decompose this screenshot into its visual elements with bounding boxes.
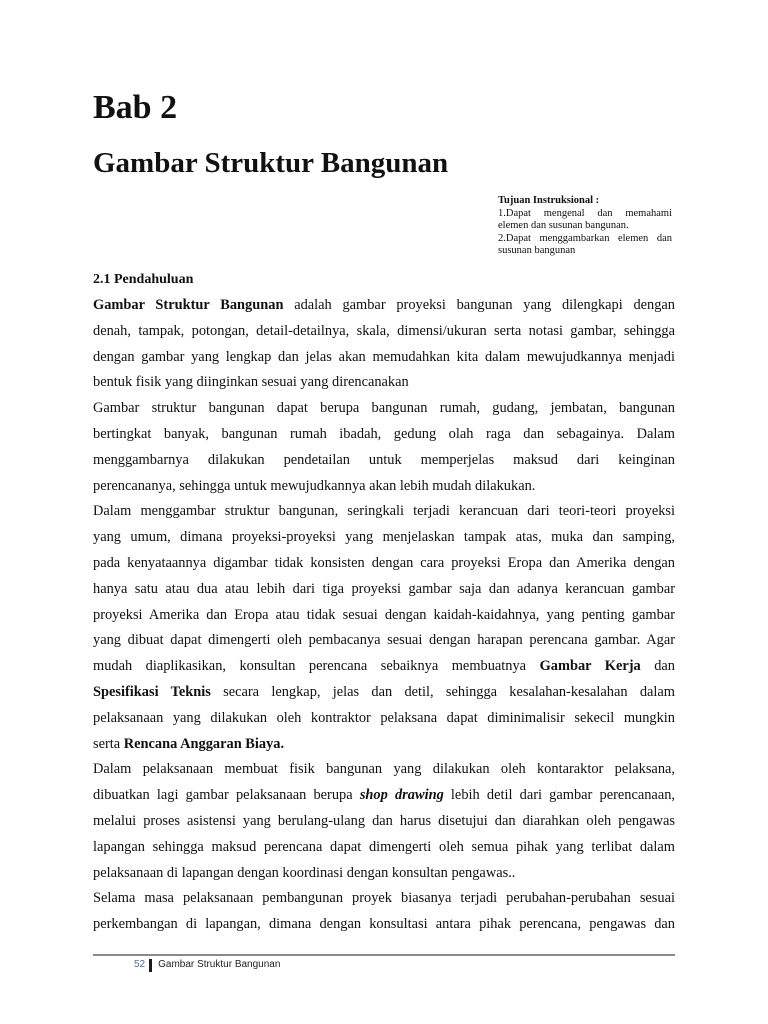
body-text: lebih detil dari gambar perencanaan, [443, 787, 675, 804]
emphasis-text: shop drawing [359, 787, 444, 804]
body-line [93, 499, 675, 525]
chapter-number: Bab 2 [93, 89, 178, 126]
body-line [93, 809, 675, 835]
section-body [93, 293, 675, 938]
bold-text: Gambar Struktur Bangunan [93, 297, 284, 313]
body-line [93, 319, 675, 345]
body-text: denah, tampak, potongan, detail-detailnya, skala, dimensi/ukuran serta notasi gambar, sehingga [93, 322, 675, 339]
body-line [93, 474, 675, 500]
body-line [93, 835, 675, 861]
body-text: mudah diaplikasikan, konsultan perencana sebaiknya membuatnya [93, 658, 540, 675]
body-text: serta [93, 735, 124, 752]
body-text: bertingkat banyak, bangunan rumah ibadah, gedung olah raga dan sebagainya. Dalam [93, 425, 675, 442]
body-line [93, 912, 675, 938]
body-text: bentuk fisik yang diinginkan sesuai yang direncanakan [93, 374, 409, 391]
body-line [93, 396, 675, 422]
body-line [93, 551, 675, 577]
body-text: dengan gambar yang lengkap dan jelas akan memudahkan kita dalam mewujudkannya menjadi [93, 348, 675, 365]
bold-text: Gambar Kerja [539, 658, 641, 675]
bold-text: Spesifikasi Teknis [93, 683, 211, 700]
body-text: yang dibuat dapat dimengerti oleh pembacanya sesuai dengan harapan perencana gambar. Agar [93, 632, 675, 649]
body-line [93, 654, 675, 680]
body-line [93, 886, 675, 912]
body-text: perencananya, sehingga untuk mewujudkannya akan lebih mudah dilakukan. [93, 477, 536, 494]
body-text: pada kenyataannya digambar tidak konsisten dengan cara proyeksi Eropa dan Amerika dengan [93, 554, 675, 571]
body-line [93, 370, 675, 396]
body-line [93, 293, 675, 319]
objective-item: 1.Dapat mengenal dan memahami elemen dan susunan bangunan. [498, 207, 672, 231]
body-line [93, 861, 675, 887]
footer-title: Gambar Struktur Bangunan [158, 959, 281, 970]
page-number: 52 [134, 959, 146, 970]
body-line [93, 706, 675, 732]
body-line [93, 680, 675, 706]
body-text: Gambar struktur bangunan dapat berupa bangunan rumah, gudang, jembatan, bangunan [93, 400, 675, 417]
body-text: lapangan sehingga maksud perencana dapat dimengerti oleh semua pihak yang terlibat dalam [93, 838, 675, 855]
section-heading: 2.1 Pendahuluan [93, 272, 194, 287]
body-line [93, 732, 675, 758]
body-line [93, 422, 675, 448]
chapter-title: Gambar Struktur Bangunan [93, 147, 449, 179]
body-text: dibuatkan lagi gambar pelaksanaan berupa [93, 787, 360, 804]
body-text: Dalam pelaksanaan membuat fisik bangunan yang dilakukan oleh kontaraktor pelaksana, [93, 761, 675, 778]
body-text: adalah gambar proyeksi bangunan yang dilengkapi dengan [283, 297, 675, 313]
body-line [93, 757, 675, 783]
body-text: dan [640, 658, 675, 675]
body-line [93, 783, 675, 809]
body-text: Dalam menggambar struktur bangunan, seringkali terjadi kerancuan dari teori-teori proyeksi [93, 503, 675, 520]
body-text: hanya satu atau dua atau lebih dari tiga proyeksi gambar saja dan adanya kerancuan gambar [93, 580, 675, 597]
body-line [93, 577, 675, 603]
body-line [93, 525, 675, 551]
body-text: melalui proses asistensi yang berulang-ulang dan harus disetujui dan diarahkan oleh pengawas [93, 812, 675, 829]
page-footer [93, 958, 280, 972]
body-text: Selama masa pelaksanaan pembangunan proyek biasanya terjadi perubahan-perubahan sesuai [93, 890, 675, 907]
instructional-objectives [498, 195, 672, 258]
bold-text: Rencana Anggaran Biaya. [123, 735, 285, 752]
body-text: pelaksanaan di lapangan dengan koordinasi dengan konsultan pengawas.. [93, 864, 516, 881]
footer-separator [149, 959, 152, 972]
objective-item: 2.Dapat menggambarkan elemen dan susunan bangunan [498, 232, 672, 256]
body-line [93, 448, 675, 474]
body-text: menggambarnya dilakukan pendetailan untuk memperjelas maksud dari keinginan [93, 451, 675, 468]
objectives-heading: Tujuan Instruksional : [498, 195, 600, 206]
body-text: yang umum, dimana proyeksi-proyeksi yang menjelaskan tampak atas, muka dan samping, [93, 529, 675, 546]
body-text: perkembangan di lapangan, dimana dengan konsultasi antara pihak perencana, pengawas dan [93, 916, 675, 933]
body-line [93, 603, 675, 629]
footer-divider [93, 954, 675, 956]
body-text: secara lengkap, jelas dan detil, sehingga kesalahan-kesalahan dalam [210, 683, 675, 700]
body-text: proyeksi Amerika dan Eropa atau tidak sesuai dengan kaidah-kaidahnya, yang penting gambar [93, 606, 675, 623]
body-text: pelaksanaan yang dilakukan oleh kontraktor pelaksana dapat diminimalisir sekecil mungkin [93, 709, 675, 726]
body-line [93, 345, 675, 371]
body-line [93, 628, 675, 654]
